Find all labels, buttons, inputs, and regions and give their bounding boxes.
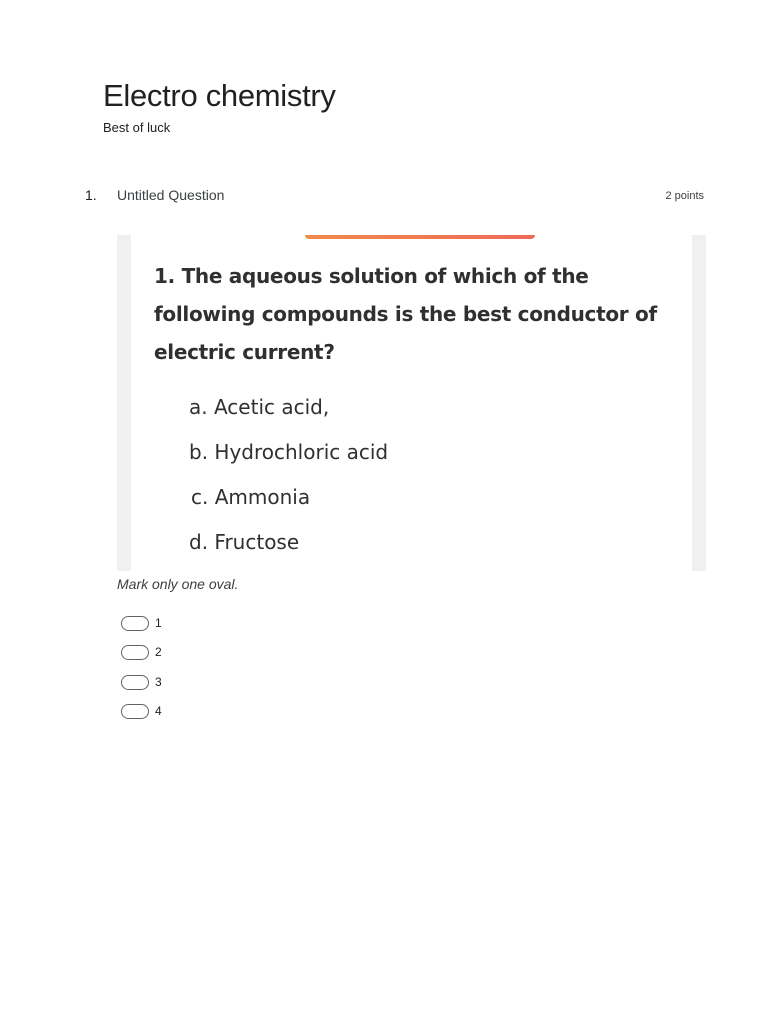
form-title: Electro chemistry — [103, 78, 336, 113]
oval-radio[interactable] — [121, 675, 149, 690]
choice-option-3[interactable] — [121, 673, 162, 691]
question-number: 1. — [85, 187, 97, 203]
choice-label: 2 — [155, 645, 162, 659]
choice-label: 3 — [155, 675, 162, 689]
image-option-b: b. Hydrochloric acid — [189, 440, 389, 464]
question-image-card — [131, 235, 692, 571]
choice-option-2[interactable] — [121, 643, 162, 661]
image-option-c: c. Ammonia — [191, 485, 311, 509]
oval-radio[interactable] — [121, 616, 149, 631]
instruction-text: Mark only one oval. — [117, 576, 239, 592]
form-description: Best of luck — [103, 120, 171, 135]
image-question-text: 1. The aqueous solution of which of the following compounds is the best conductor of electric current? — [154, 264, 657, 364]
choice-label: 1 — [155, 616, 162, 630]
image-option-d: d. Fructose — [189, 530, 300, 554]
choice-option-4[interactable] — [121, 702, 162, 720]
question-image — [117, 235, 706, 571]
choice-option-1[interactable] — [121, 614, 162, 632]
choice-label: 4 — [155, 704, 162, 718]
image-option-a: a. Acetic acid, — [189, 395, 330, 419]
image-accent-bar — [305, 235, 535, 239]
oval-radio[interactable] — [121, 645, 149, 660]
question-title: Untitled Question — [117, 187, 225, 203]
question-points: 2 points — [665, 190, 704, 202]
oval-radio[interactable] — [121, 704, 149, 719]
